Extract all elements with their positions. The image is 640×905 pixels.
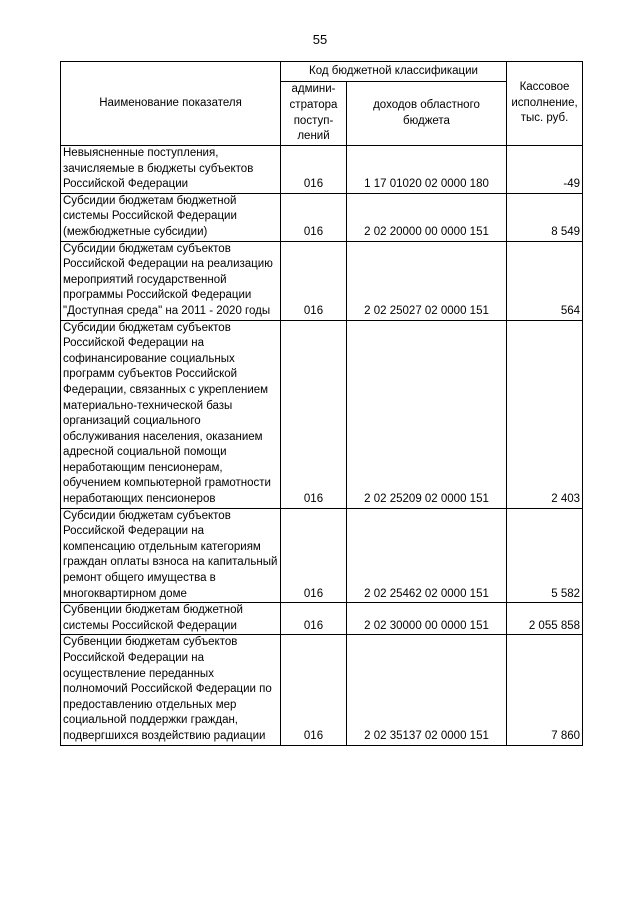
row-name: Невыясненные поступления, зачисляемые в бюджеты субъектов Российской Федерации — [61, 146, 281, 194]
row-income-code: 2 02 35137 02 0000 151 — [347, 635, 507, 745]
row-administrator-code: 016 — [281, 193, 347, 241]
row-amount: 2 055 858 — [507, 603, 583, 635]
page-number: 55 — [312, 32, 328, 47]
row-name: Субсидии бюджетам бюджетной системы Российской Федерации (межбюджетные субсидии) — [61, 193, 281, 241]
row-income-code: 2 02 25209 02 0000 151 — [347, 320, 507, 508]
row-amount: 8 549 — [507, 193, 583, 241]
row-name: Субвенции бюджетам бюджетной системы Российской Федерации — [61, 603, 281, 635]
row-name: Субсидии бюджетам субъектов Российской Федерации на компенсацию отдельным категориям граждан оплаты взноса на капитальный ремонт общего имущества в многоквартирном доме — [61, 508, 281, 603]
table-row — [61, 603, 583, 635]
header-administrator: админи-стратора поступ-лений — [281, 82, 347, 146]
table-row — [61, 146, 583, 194]
row-amount: 2 403 — [507, 320, 583, 508]
table-row — [61, 320, 583, 508]
table-row — [61, 193, 583, 241]
row-income-code: 2 02 25462 02 0000 151 — [347, 508, 507, 603]
header-amount: Кассовое исполнение, тыс. руб. — [507, 62, 583, 146]
row-name: Субсидии бюджетам субъектов Российской Федерации на софинансирование социальных программ субъектов Российской Федерации, связанных с укреплением материально-технической базы организаций социального обслуживания населения, оказанием адресной социальной помощи неработающим пенсионерам, обучением компьютерной грамотности неработающих пенсионеров — [61, 320, 281, 508]
row-name: Субсидии бюджетам субъектов Российской Федерации на реализацию мероприятий государственной программы Российской Федерации "Доступная среда" на 2011 - 2020 годы — [61, 241, 281, 320]
row-administrator-code: 016 — [281, 508, 347, 603]
header-name: Наименование показателя — [61, 62, 281, 146]
table-row — [61, 508, 583, 603]
table-row — [61, 635, 583, 745]
row-income-code: 2 02 30000 00 0000 151 — [347, 603, 507, 635]
row-administrator-code: 016 — [281, 603, 347, 635]
row-amount: -49 — [507, 146, 583, 194]
row-administrator-code: 016 — [281, 320, 347, 508]
row-income-code: 1 17 01020 02 0000 180 — [347, 146, 507, 194]
table-row — [61, 241, 583, 320]
header-code-group: Код бюджетной классификации — [281, 62, 507, 82]
row-amount: 7 860 — [507, 635, 583, 745]
budget-table — [60, 61, 583, 746]
row-administrator-code: 016 — [281, 146, 347, 194]
row-administrator-code: 016 — [281, 241, 347, 320]
row-income-code: 2 02 25027 02 0000 151 — [347, 241, 507, 320]
row-name: Субвенции бюджетам субъектов Российской Федерации на осуществление переданных полномочий Российской Федерации по предоставлению отдельных мер социальной поддержки граждан, подвергшихся воздействию радиации — [61, 635, 281, 745]
row-amount: 564 — [507, 241, 583, 320]
header-income: доходов областного бюджета — [347, 82, 507, 146]
row-amount: 5 582 — [507, 508, 583, 603]
row-income-code: 2 02 20000 00 0000 151 — [347, 193, 507, 241]
table-body — [61, 146, 583, 746]
row-administrator-code: 016 — [281, 635, 347, 745]
